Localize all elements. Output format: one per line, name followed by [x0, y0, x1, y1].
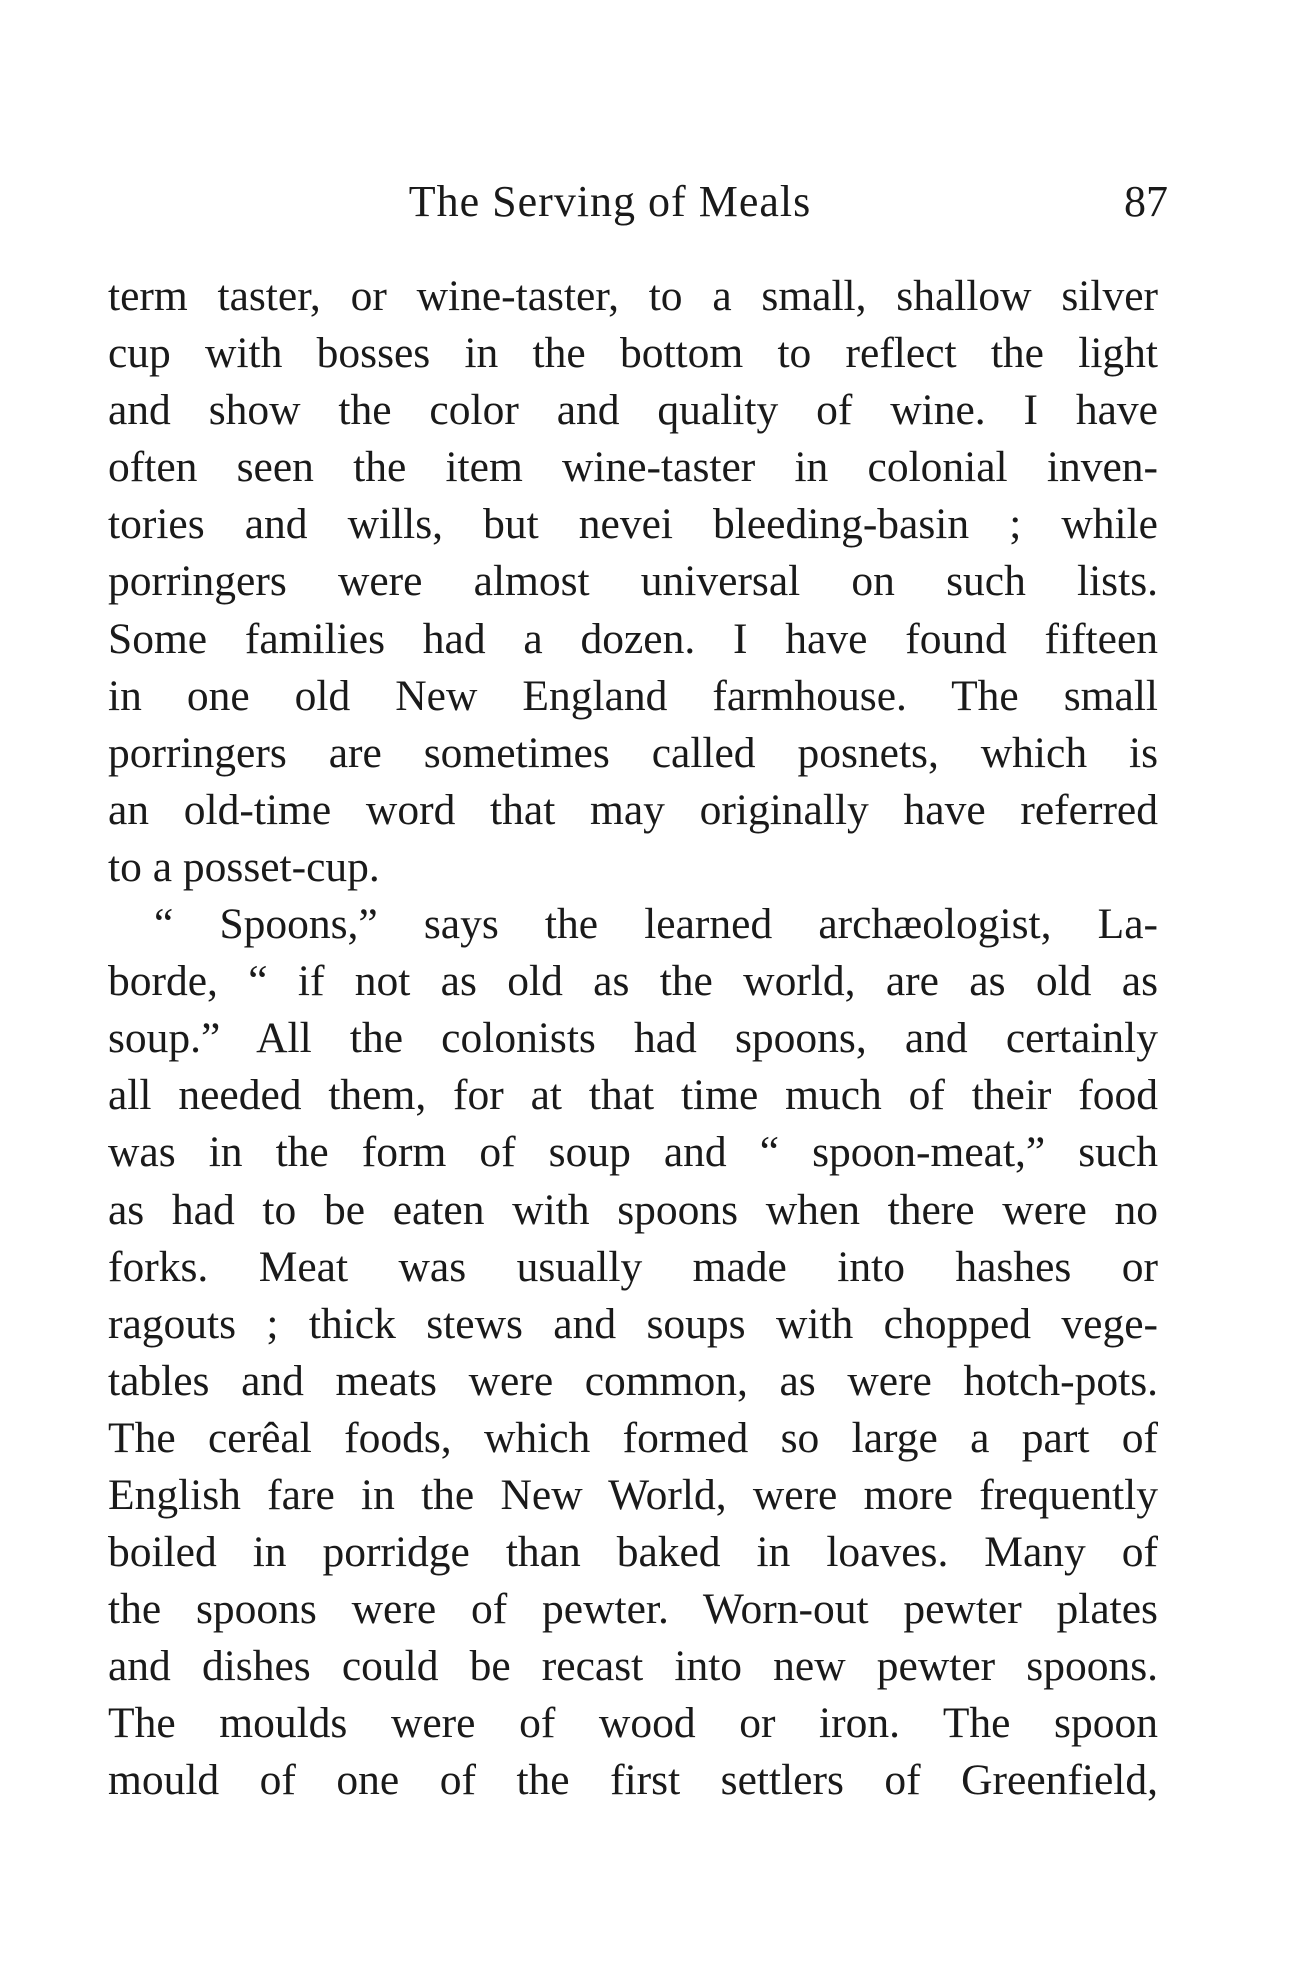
- text-line: borde, “ if not as old as the world, are as old as: [108, 957, 1158, 1006]
- page-number: 87: [1124, 177, 1168, 226]
- text-line: cup with bosses in the bottom to reflect the light: [108, 329, 1158, 378]
- text-line: English fare in the New World, were more frequently: [108, 1470, 1158, 1519]
- text-line: the spoons were of pewter. Worn-out pewter plates: [108, 1585, 1158, 1634]
- text-line: term taster, or wine-taster, to a small, shallow silver: [108, 272, 1158, 320]
- text-line: The cerêal foods, which formed so large a part of: [108, 1413, 1158, 1462]
- text-line: soup.” All the colonists had spoons, and certainly: [108, 1014, 1158, 1063]
- text-line: Some families had a dozen. I have found fifteen: [108, 614, 1158, 663]
- text-line: The moulds were of wood or iron. The spoon: [108, 1699, 1158, 1748]
- text-line: tories and wills, but nevei bleeding-basin ; while: [108, 500, 1158, 549]
- text-line: often seen the item wine-taster in colonial inven-: [108, 443, 1158, 492]
- text-line: boiled in porridge than baked in loaves. Many of: [108, 1528, 1158, 1577]
- text-line: mould of one of the first settlers of Greenfield,: [108, 1756, 1158, 1805]
- text-line: was in the form of soup and “ spoon-meat,” such: [108, 1128, 1158, 1177]
- text-line: porringers were almost universal on such lists.: [108, 557, 1158, 606]
- text-line: “ Spoons,” says the learned archæologist, La-: [154, 900, 1158, 949]
- text-line: and show the color and quality of wine. I have: [108, 386, 1158, 435]
- text-line: and dishes could be recast into new pewter spoons.: [108, 1642, 1158, 1691]
- text-line: tables and meats were common, as were hotch-pots.: [108, 1356, 1158, 1405]
- text-line: an old-time word that may originally have referred: [108, 785, 1158, 834]
- text-line: porringers are sometimes called posnets, which is: [108, 728, 1158, 777]
- text-line: in one old New England farmhouse. The small: [108, 671, 1158, 720]
- running-title: The Serving of Meals: [408, 177, 812, 226]
- text-line: ragouts ; thick stews and soups with chopped vege-: [108, 1299, 1158, 1348]
- text-line: forks. Meat was usually made into hashes or: [108, 1242, 1158, 1291]
- text-line: to a posset-cup.: [108, 842, 380, 891]
- text-line: all needed them, for at that time much of their food: [108, 1071, 1158, 1120]
- text-line: as had to be eaten with spoons when there were no: [108, 1185, 1158, 1234]
- body-text: [108, 268, 1158, 1810]
